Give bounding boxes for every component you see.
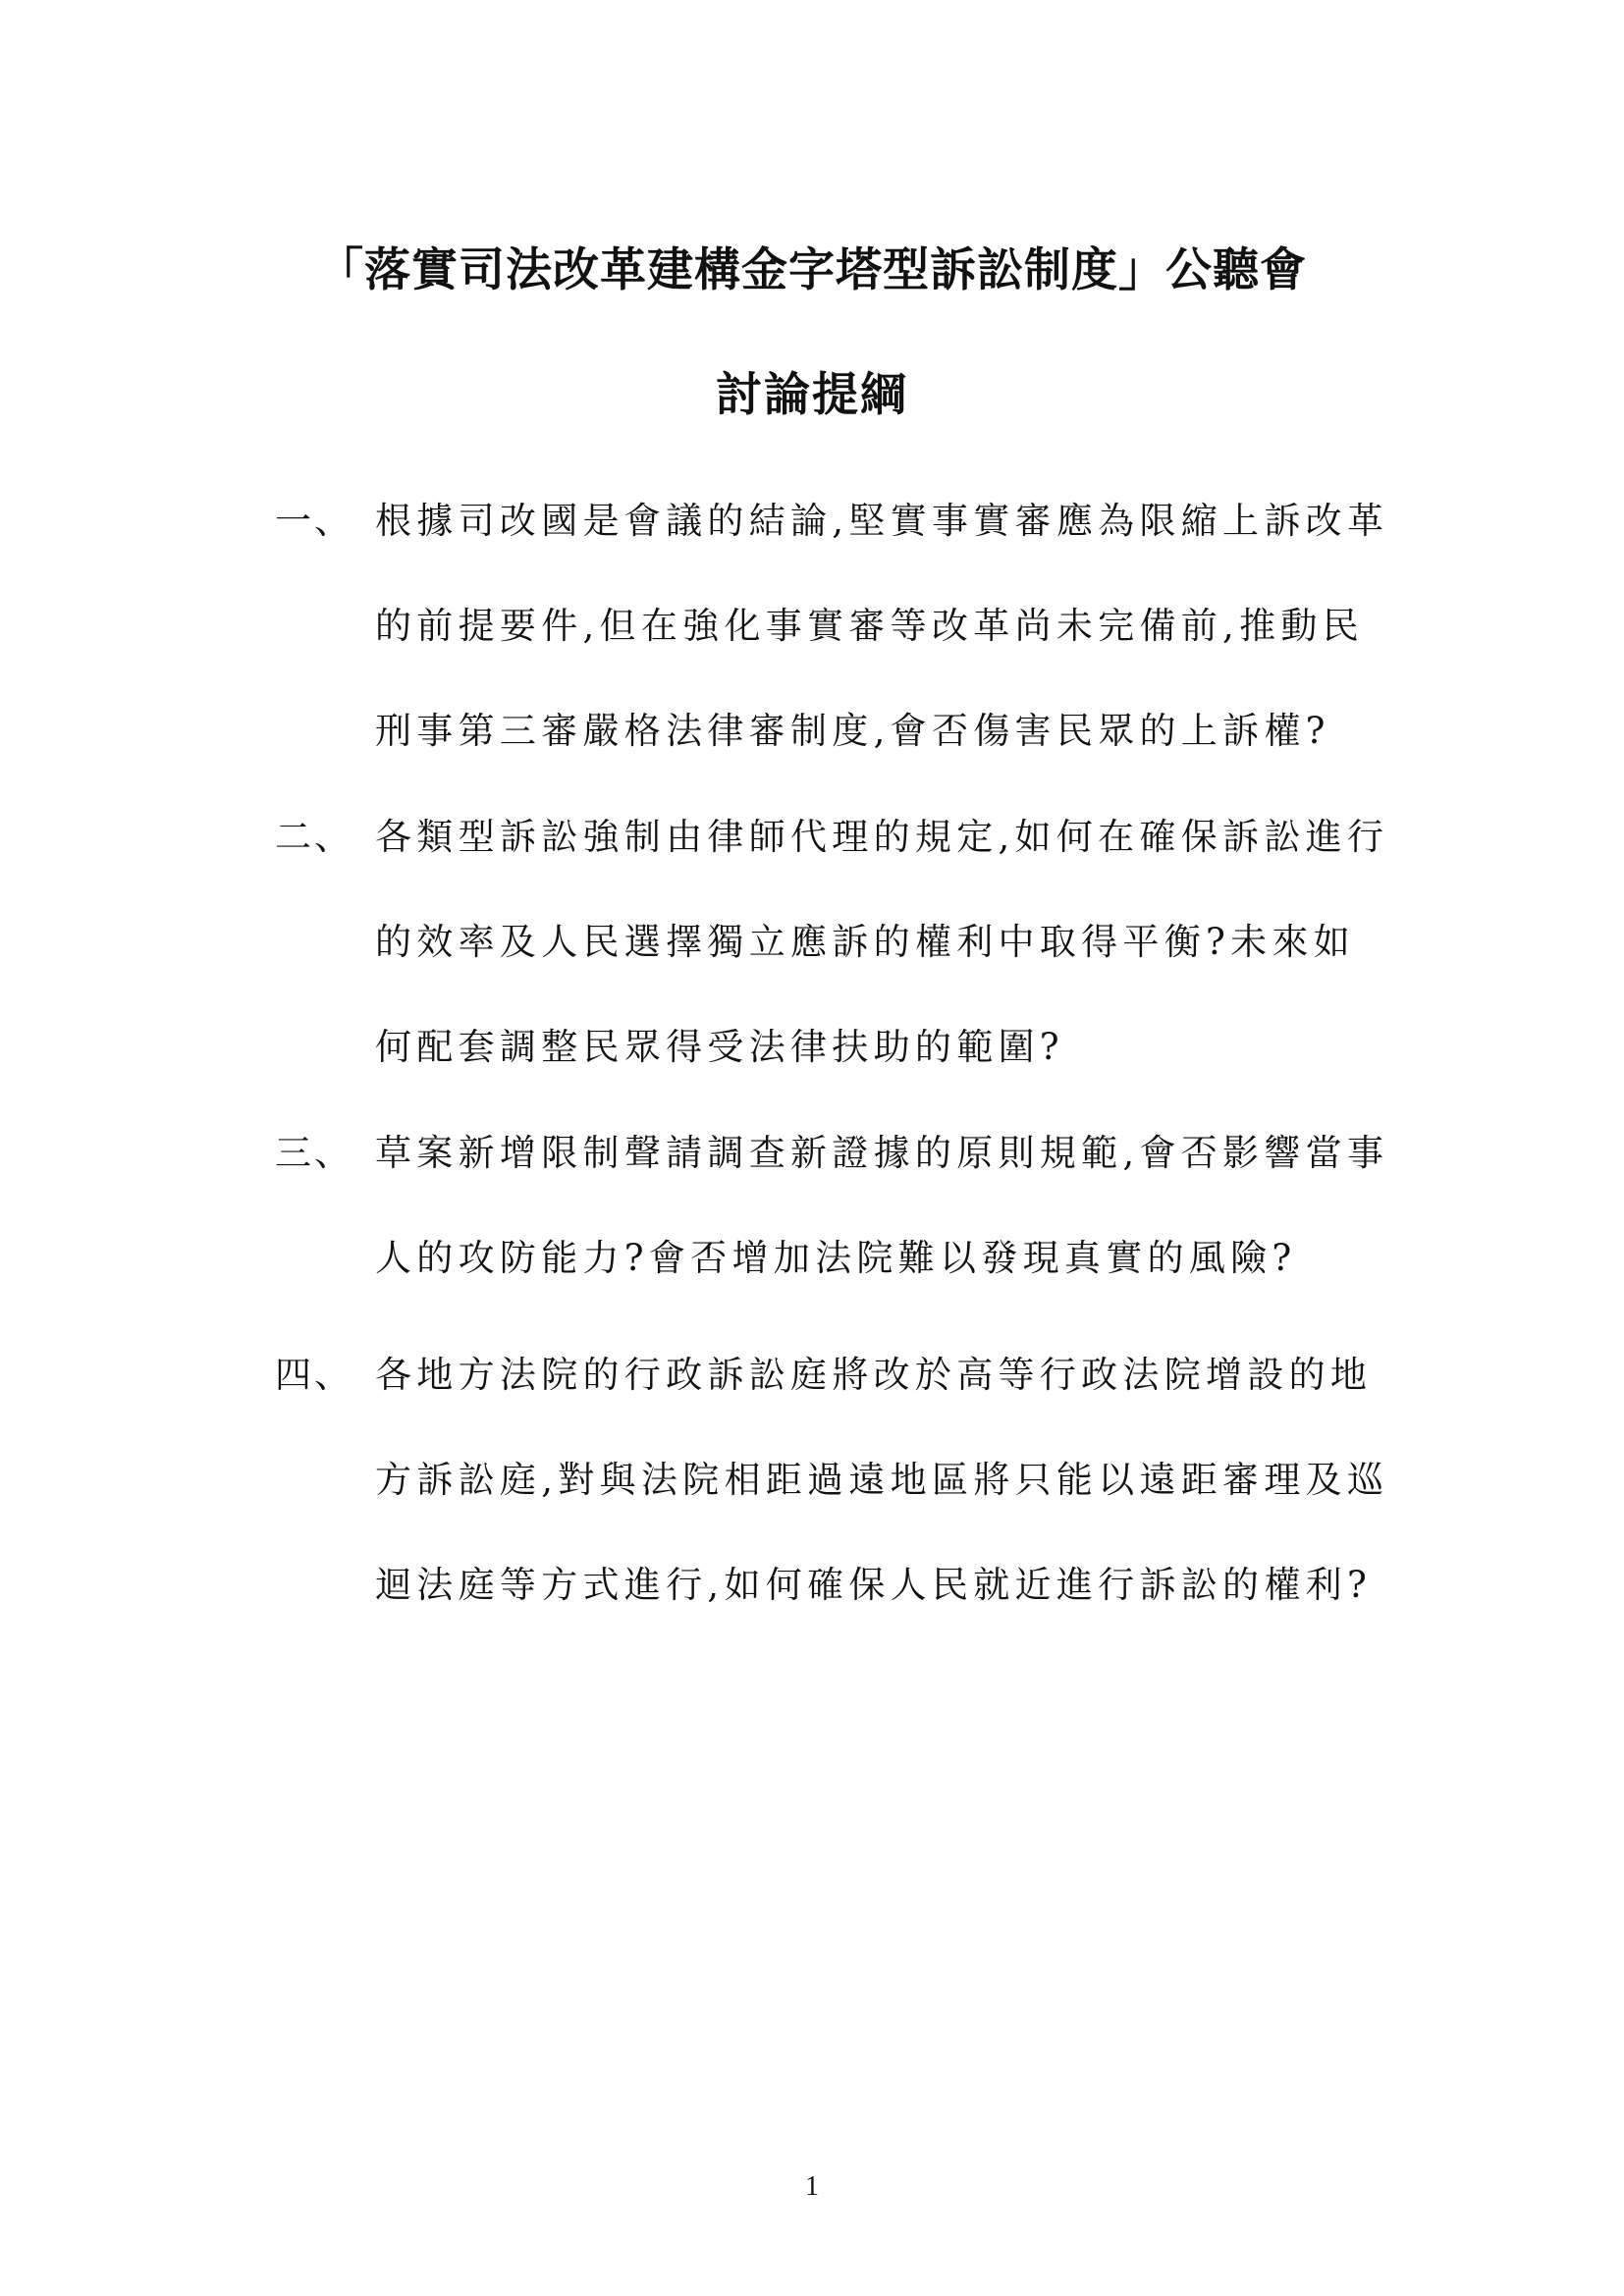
- item-text-line: 根據司改國是會議的結論,堅實事實審應為限縮上訴改革: [375, 500, 1389, 542]
- document-subtitle: 討論提綱: [716, 368, 908, 422]
- item-text-line: 草案新增限制聲請調查新證據的原則規範,會否影響當事: [375, 1132, 1389, 1174]
- item-marker: 四、: [275, 1354, 353, 1396]
- item-text-line: 的效率及人民選擇獨立應訴的權利中取得平衡?未來如: [375, 921, 1356, 963]
- item-text-line: 的前提要件,但在強化事實審等改革尚未完備前,推動民: [375, 605, 1365, 647]
- item-text-line: 何配套調整民眾得受法律扶助的範圍?: [375, 1026, 1064, 1068]
- item-text-line: 各類型訴訟強制由律師代理的規定,如何在確保訴訟進行: [375, 816, 1389, 858]
- item-text-line: 人的攻防能力?會否增加法院難以發現真實的風險?: [375, 1237, 1297, 1279]
- page-number: 1: [805, 2171, 819, 2202]
- item-marker: 一、: [275, 500, 353, 542]
- item-text-line: 方訴訟庭,對與法院相距過遠地區將只能以遠距審理及巡: [375, 1459, 1389, 1501]
- document-title: 「落實司法改革建構金字塔型訴訟制度」公聽會: [317, 243, 1307, 297]
- item-text-line: 刑事第三審嚴格法律審制度,會否傷害民眾的上訴權?: [375, 710, 1330, 752]
- item-marker: 二、: [275, 816, 353, 858]
- item-text-line: 各地方法院的行政訴訟庭將改於高等行政法院增設的地: [375, 1354, 1373, 1396]
- item-marker: 三、: [275, 1132, 353, 1174]
- item-text-line: 迴法庭等方式進行,如何確保人民就近進行訴訟的權利?: [375, 1564, 1373, 1606]
